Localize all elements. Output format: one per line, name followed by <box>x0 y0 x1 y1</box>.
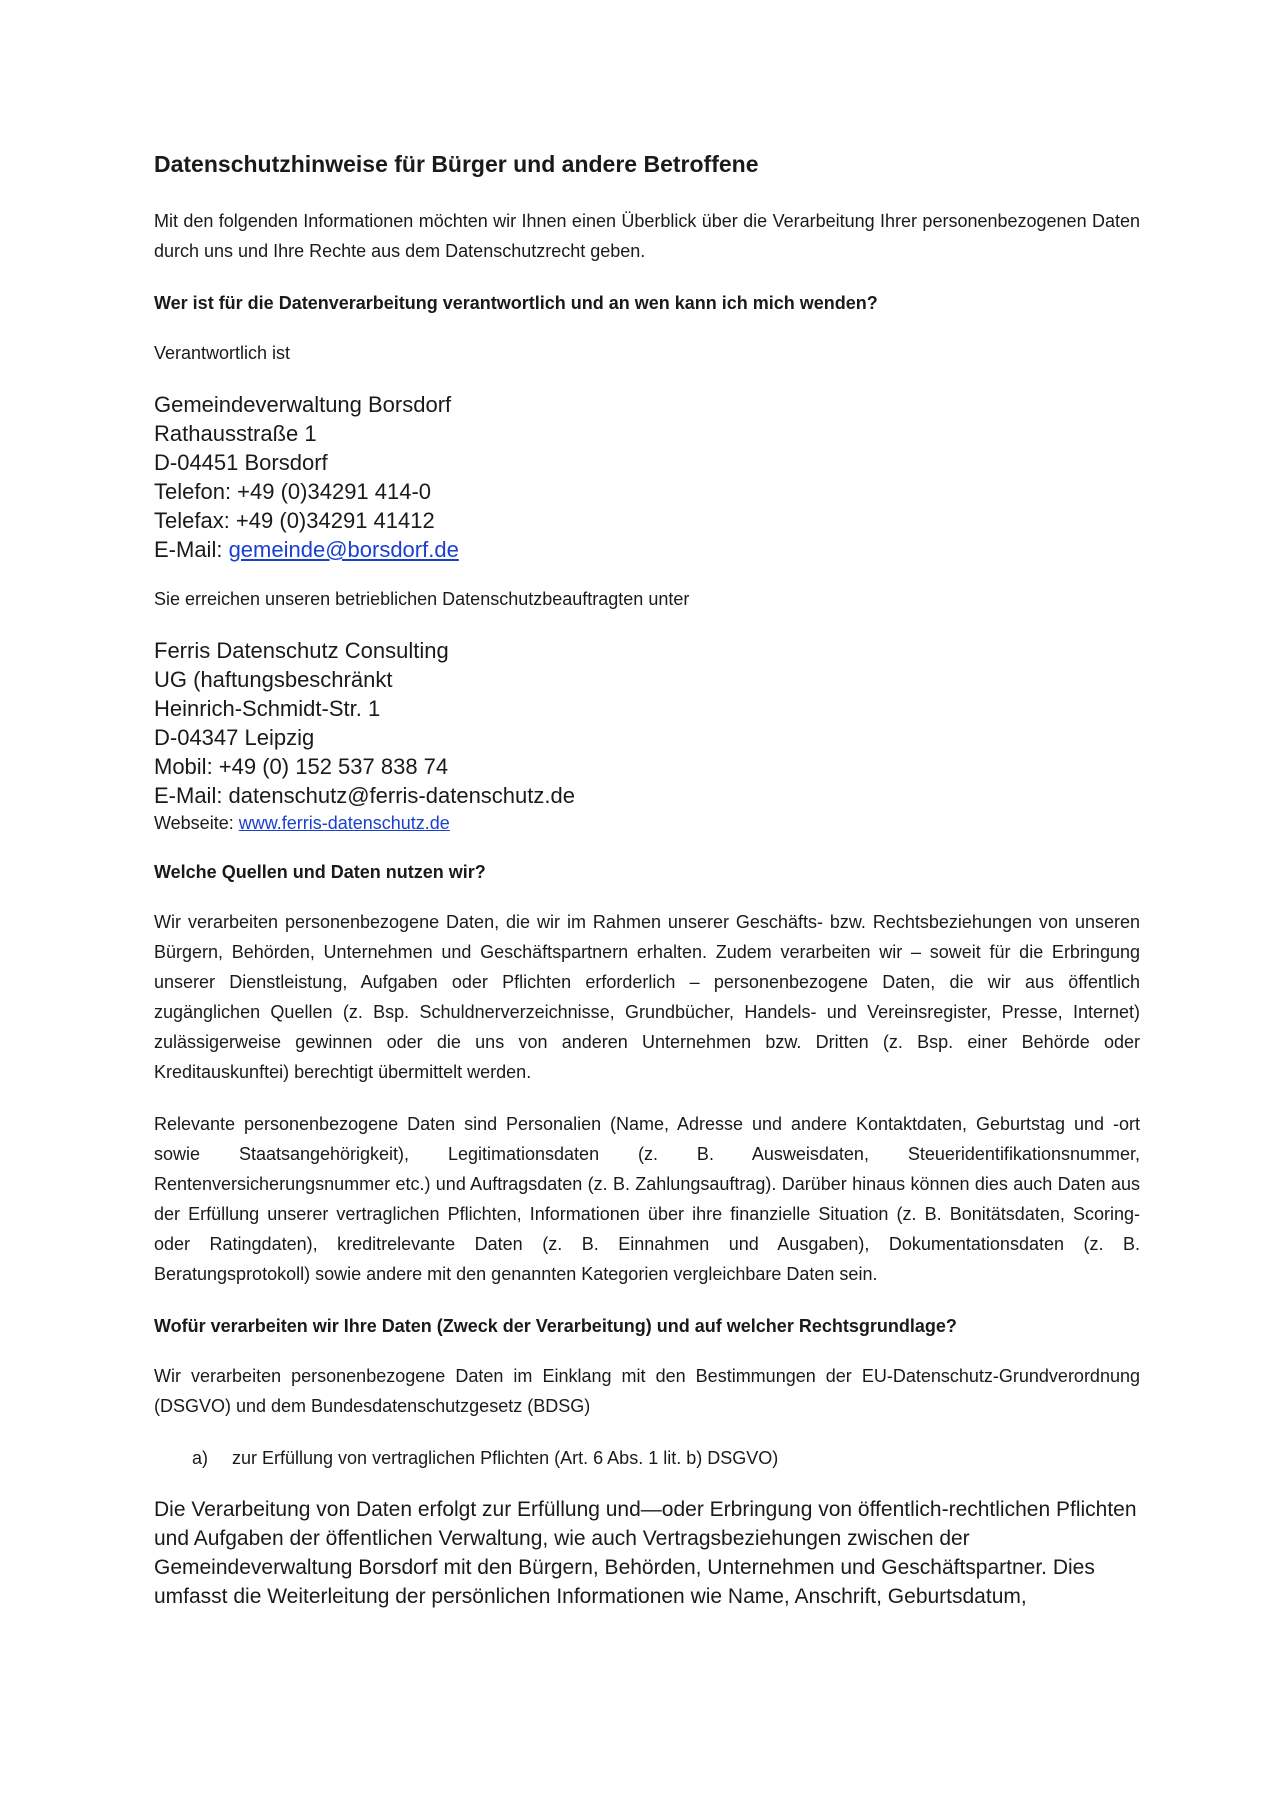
dpo-website-label: Webseite: <box>154 812 239 833</box>
sources-paragraph-2: Relevante personenbezogene Daten sind Personalien (Name, Adresse und andere Kontaktdaten, Geburtstag und -ort sowie Staatsangehörigkeit), Legitimationsdaten (z. B. Ausweisdaten, Steueridentifikationsnummer, Rentenversicherungsnummer etc.) und Auftragsdaten (z. B. Zahlungsauftrag). Darüber hinaus können dies auch Daten aus der Erfüllung unserer vertraglichen Pflichten, Informationen über ihre finanzielle Situation (z. B. Bonitätsdaten, Scoring- oder Ratingdaten), kreditrelevante Daten (z. B. Einnahmen und Ausgaben), Dokumentationsdaten (z. B. Beratungsprotokoll) sowie andere mit den genannten Kategorien vergleichbare Daten sein. <box>154 1113 1140 1284</box>
dpo-website-line <box>154 810 1140 837</box>
dpo-address <box>154 636 1140 837</box>
heading-controller: Wer ist für die Datenverarbeitung verantwortlich und an wen kann ich mich wenden? <box>154 292 878 313</box>
dpo-name: Ferris Datenschutz Consulting <box>154 637 449 663</box>
dpo-website-link[interactable]: www.ferris-datenschutz.de <box>238 812 450 833</box>
document-page <box>154 150 1140 1611</box>
document-title: Datenschutzhinweise für Bürger und andere Betroffene <box>154 151 759 177</box>
responsible-label: Verantwortlich ist <box>154 342 291 363</box>
heading-purpose: Wofür verarbeiten wir Ihre Daten (Zweck der Verarbeitung) und auf welcher Rechtsgrundlage? <box>154 1315 957 1336</box>
dpo-street: Heinrich-Schmidt-Str. 1 <box>154 695 381 721</box>
heading-sources: Welche Quellen und Daten nutzen wir? <box>154 861 486 882</box>
dpo-intro: Sie erreichen unseren betrieblichen Datenschutzbeauftragten unter <box>154 588 690 609</box>
controller-street: Rathausstraße 1 <box>154 420 317 446</box>
controller-city: D-04451 Borsdorf <box>154 449 328 475</box>
purpose-paragraph-2: Die Verarbeitung von Daten erfolgt zur Erfüllung und—oder Erbringung von öffentlich-rechtlichen Pflichten und Aufgaben der öffentlichen Verwaltung, wie auch Vertragsbeziehungen zwischen der Gemeindeverwaltung Borsdorf mit den Bürgern, Behörden, Unternehmen und Geschäftspartner. Dies umfasst die Weiterleitung der persönlichen Informationen wie Name, Anschrift, Geburtsdatum, <box>154 1497 1137 1608</box>
controller-email-link[interactable]: gemeinde@borsdorf.de <box>228 536 459 562</box>
controller-fax: Telefax: +49 (0)34291 41412 <box>154 507 435 533</box>
controller-phone: Telefon: +49 (0)34291 414-0 <box>154 478 432 504</box>
sources-paragraph-1: Wir verarbeiten personenbezogene Daten, die wir im Rahmen unserer Geschäfts- bzw. Rechtsbeziehungen von unseren Bürgern, Behörden, Unternehmen und Geschäftspartnern erhalten. Zudem verarbeiten wir – soweit für die Erbringung unserer Dienstleistung, Aufgaben oder Pflichten erforderlich – personenbezogene Daten, die wir aus öffentlich zugänglichen Quellen (z. Bsp. Schuldnerverzeichnisse, Grundbücher, Handels- und Vereinsregister, Presse, Internet) zulässigerweise gewinnen oder die uns von anderen Unternehmen bzw. Dritten (z. Bsp. einer Behörde oder Kreditauskunftei) berechtigt übermittelt werden. <box>154 911 1140 1082</box>
controller-email-line <box>154 535 1140 564</box>
dpo-company-form: UG (haftungsbeschränkt <box>154 666 393 692</box>
intro-paragraph: Mit den folgenden Informationen möchten wir Ihnen einen Überblick über die Verarbeitung Ihrer personenbezogenen Daten durch uns und Ihre Rechte aus dem Datenschutzrecht geben. <box>154 210 1140 261</box>
controller-name: Gemeindeverwaltung Borsdorf <box>154 391 452 417</box>
dpo-mobile: Mobil: +49 (0) 152 537 838 74 <box>154 753 449 779</box>
list-text-a: zur Erfüllung von vertraglichen Pflichten (Art. 6 Abs. 1 lit. b) DSGVO) <box>232 1447 779 1468</box>
dpo-city: D-04347 Leipzig <box>154 724 315 750</box>
controller-address <box>154 390 1140 564</box>
list-item-a <box>192 1443 1140 1473</box>
controller-email-label: E-Mail: <box>154 536 229 562</box>
purpose-paragraph-1: Wir verarbeiten personenbezogene Daten im Einklang mit den Bestimmungen der EU-Datenschutz-Grundverordnung (DSGVO) und dem Bundesdatenschutzgesetz (BDSG) <box>154 1365 1140 1416</box>
list-marker-a: a) <box>192 1447 209 1468</box>
dpo-email: E-Mail: datenschutz@ferris-datenschutz.de <box>154 782 575 808</box>
